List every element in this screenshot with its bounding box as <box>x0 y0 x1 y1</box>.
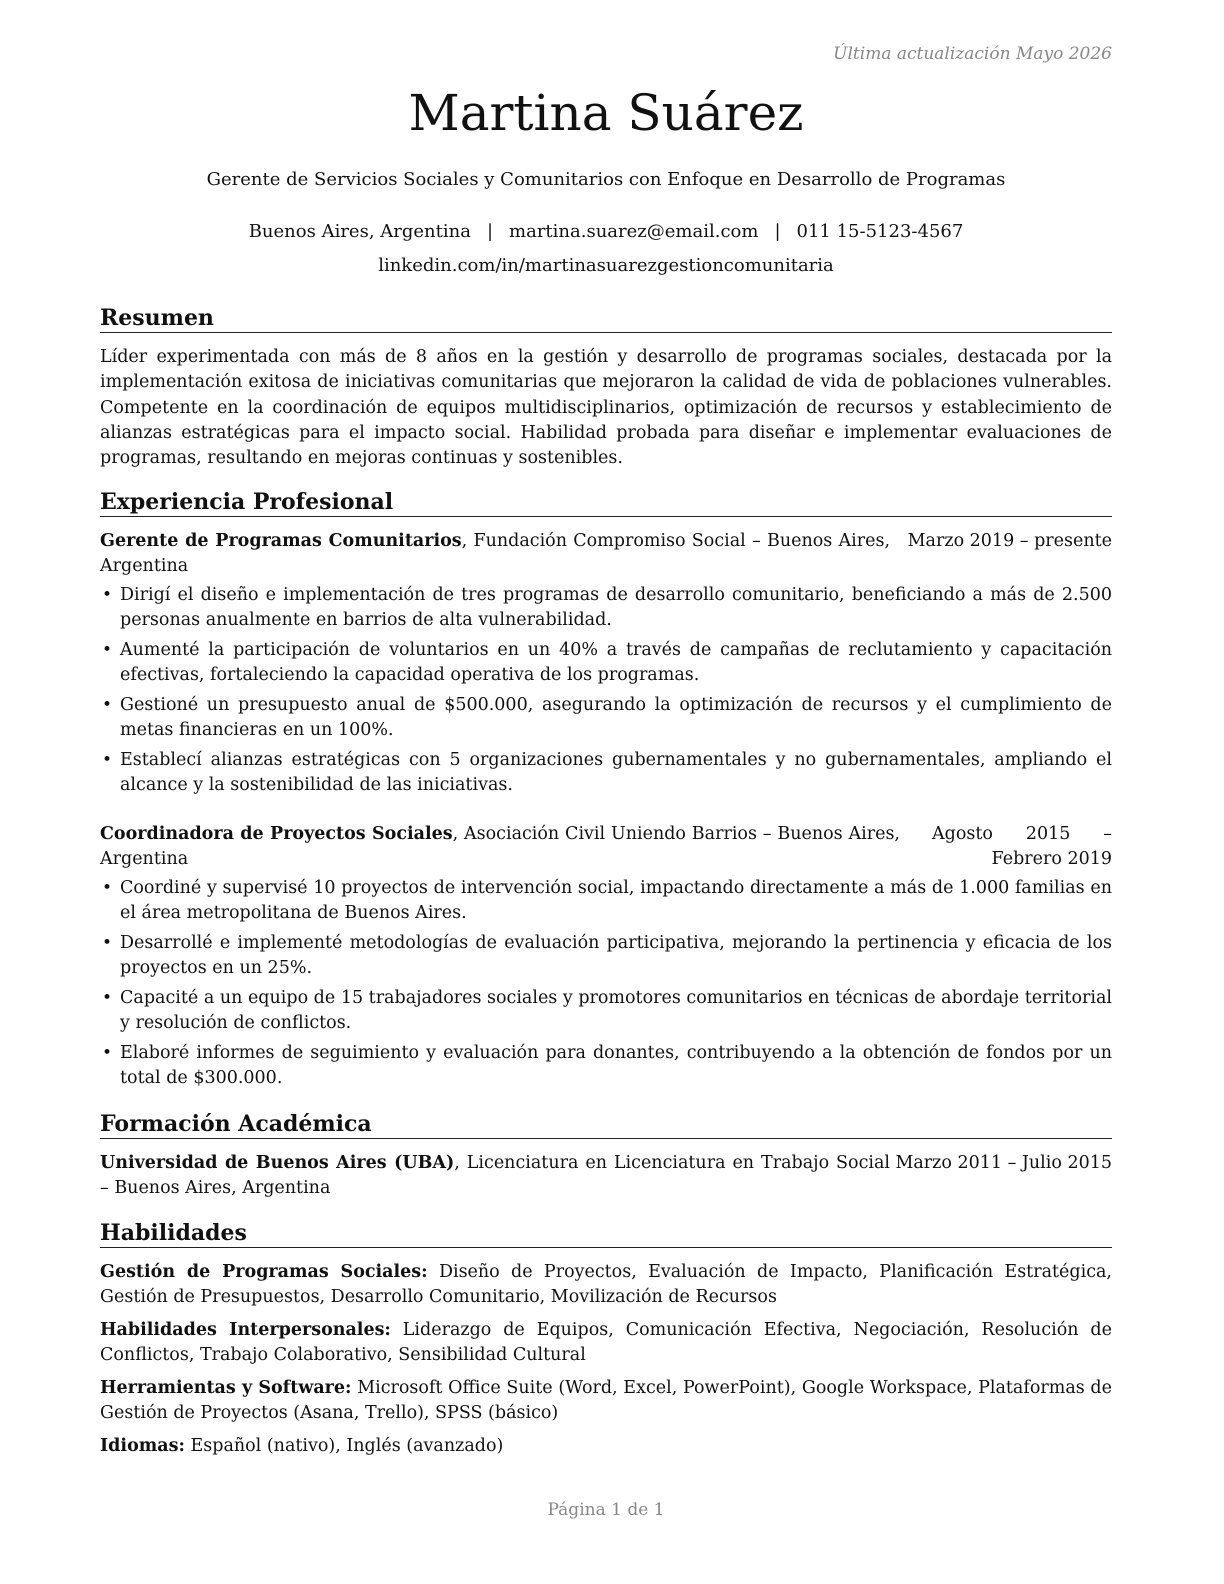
skill-label: Idiomas: <box>100 1436 185 1456</box>
education-section <box>100 1111 1112 1201</box>
bullet-icon: • <box>102 988 113 1008</box>
bullet-icon: • <box>102 585 113 605</box>
bullet-text: Coordiné y supervisé 10 proyectos de intervención social, impactando directamente a más de 1.000 familias en el área metropolitana de Buenos Aires. <box>120 878 1112 923</box>
list-item <box>100 931 1112 981</box>
skill-text: Diseño de Proyectos, Evaluación de Impacto, Planificación Estratégica, Gestión de Presupuestos, Desarrollo Comunitario, Movilización de Recursos <box>100 1262 1112 1307</box>
summary-text: Líder experimentada con más de 8 años en la gestión y desarrollo de programas sociales, destacada por la implementación exitosa de iniciativas comunitarias que mejoraron la calidad de vida de poblaciones vulnerables. Competente en la coordinación de equipos multidisciplinarios, optimización de recursos y establecimiento de alianzas estratégicas para el impacto social. Habilidad probada para diseñar e implementar evaluaciones de programas, resultando en mejoras continuas y sostenibles. <box>100 347 1112 469</box>
list-item <box>100 986 1112 1036</box>
bullet-text: Gestioné un presupuesto anual de $500.000, asegurando la optimización de recursos y el cumplimiento de metas financieras en un 100%. <box>120 695 1112 740</box>
job-bullets <box>100 583 1112 798</box>
phone-number: 011 15-5123-4567 <box>796 221 964 242</box>
bullet-icon: • <box>102 695 113 715</box>
location: Buenos Aires, Argentina <box>248 221 471 242</box>
job-bullets <box>100 876 1112 1091</box>
list-item <box>100 638 1112 688</box>
summary-section <box>100 305 1112 471</box>
bullet-text: Capacité a un equipo de 15 trabajadores sociales y promotores comunitarios en técnicas de abordaje territorial y resolución de conflictos. <box>120 988 1112 1033</box>
job-header <box>100 822 1112 872</box>
separator: | <box>486 221 494 242</box>
skill-group <box>100 1434 1112 1459</box>
resume-page <box>100 0 1112 1584</box>
skill-group <box>100 1376 1112 1426</box>
education-entry <box>100 1151 1112 1201</box>
skill-text: Microsoft Office Suite (Word, Excel, PowerPoint), Google Workspace, Plataformas de Gestión de Proyectos (Asana, Trello), SPSS (básico) <box>100 1378 1112 1423</box>
degree-text: , Licenciatura en Licenciatura en Trabajo Social – Buenos Aires, Argentina <box>100 1153 891 1198</box>
job-entry <box>100 822 1112 1091</box>
bullet-icon: • <box>102 933 113 953</box>
job-role: Coordinadora de Proyectos Sociales <box>100 824 453 844</box>
linkedin-link[interactable]: linkedin.com/in/martinasuarezgestioncomunitaria <box>378 255 834 276</box>
section-title: Experiencia Profesional <box>100 489 1112 517</box>
job-dates: Marzo 2019 – presente <box>907 531 1112 551</box>
section-title: Habilidades <box>100 1220 1112 1248</box>
professional-tagline: Gerente de Servicios Sociales y Comunitarios con Enfoque en Desarrollo de Programas <box>206 169 1006 190</box>
job-role: Gerente de Programas Comunitarios <box>100 531 462 551</box>
list-item <box>100 748 1112 798</box>
bullet-icon: • <box>102 750 113 770</box>
candidate-name: Martina Suárez <box>408 84 804 142</box>
bullet-icon: • <box>102 640 113 660</box>
list-item <box>100 693 1112 743</box>
skill-group <box>100 1260 1112 1310</box>
last-updated: Última actualización Mayo 2026 <box>833 44 1112 64</box>
skill-label: Herramientas y Software: <box>100 1378 352 1398</box>
job-entry <box>100 529 1112 798</box>
separator: | <box>774 221 781 242</box>
bullet-text: Elaboré informes de seguimiento y evaluación para donantes, contribuyendo a la obtención de fondos por un total de $300.000. <box>120 1043 1112 1088</box>
bullet-icon: • <box>102 1043 113 1063</box>
skill-group <box>100 1318 1112 1368</box>
skill-text: Liderazgo de Equipos, Comunicación Efectiva, Negociación, Resolución de Conflictos, Trabajo Colaborativo, Sensibilidad Cultural <box>100 1320 1112 1365</box>
bullet-text: Establecí alianzas estratégicas con 5 organizaciones gubernamentales y no gubernamentales, ampliando el alcance y la sostenibilidad de las iniciativas. <box>120 750 1112 795</box>
bullet-icon: • <box>102 878 113 898</box>
job-dates: Agosto 2015 – Febrero 2019 <box>932 824 1112 869</box>
skills-section <box>100 1220 1112 1467</box>
bullet-text: Dirigí el diseño e implementación de tres programas de desarrollo comunitario, beneficiando a más de 2.500 personas anualmente en barrios de alta vulnerabilidad. <box>120 585 1112 630</box>
skill-label: Gestión de Programas Sociales: <box>100 1262 428 1282</box>
job-header <box>100 529 1112 579</box>
job-organization: , Asociación Civil Uniendo Barrios – Buenos Aires, Argentina <box>100 824 900 869</box>
skill-label: Habilidades Interpersonales: <box>100 1320 391 1340</box>
education-dates: Marzo 2011 – Julio 2015 <box>895 1153 1112 1173</box>
section-title: Formación Académica <box>100 1111 1112 1139</box>
bullet-text: Aumenté la participación de voluntarios en un 40% a través de campañas de reclutamiento y capacitación efectivas, fortaleciendo la capacidad operativa de los programas. <box>120 640 1112 685</box>
section-title: Resumen <box>100 305 1112 333</box>
email-link[interactable]: martina.suarez@email.com <box>509 221 759 242</box>
job-organization: , Fundación Compromiso Social – Buenos Aires, Argentina <box>100 531 891 576</box>
list-item <box>100 876 1112 926</box>
contact-line <box>100 220 1112 244</box>
school-name: Universidad de Buenos Aires (UBA) <box>100 1153 455 1173</box>
page-number: Página 1 de 1 <box>547 1500 665 1520</box>
bullet-text: Desarrollé e implementé metodologías de evaluación participativa, mejorando la pertinencia y eficacia de los proyectos en un 25%. <box>120 933 1112 978</box>
experience-section <box>100 489 1112 1096</box>
skill-text: Español (nativo), Inglés (avanzado) <box>184 1436 504 1456</box>
list-item <box>100 1041 1112 1091</box>
list-item <box>100 583 1112 633</box>
